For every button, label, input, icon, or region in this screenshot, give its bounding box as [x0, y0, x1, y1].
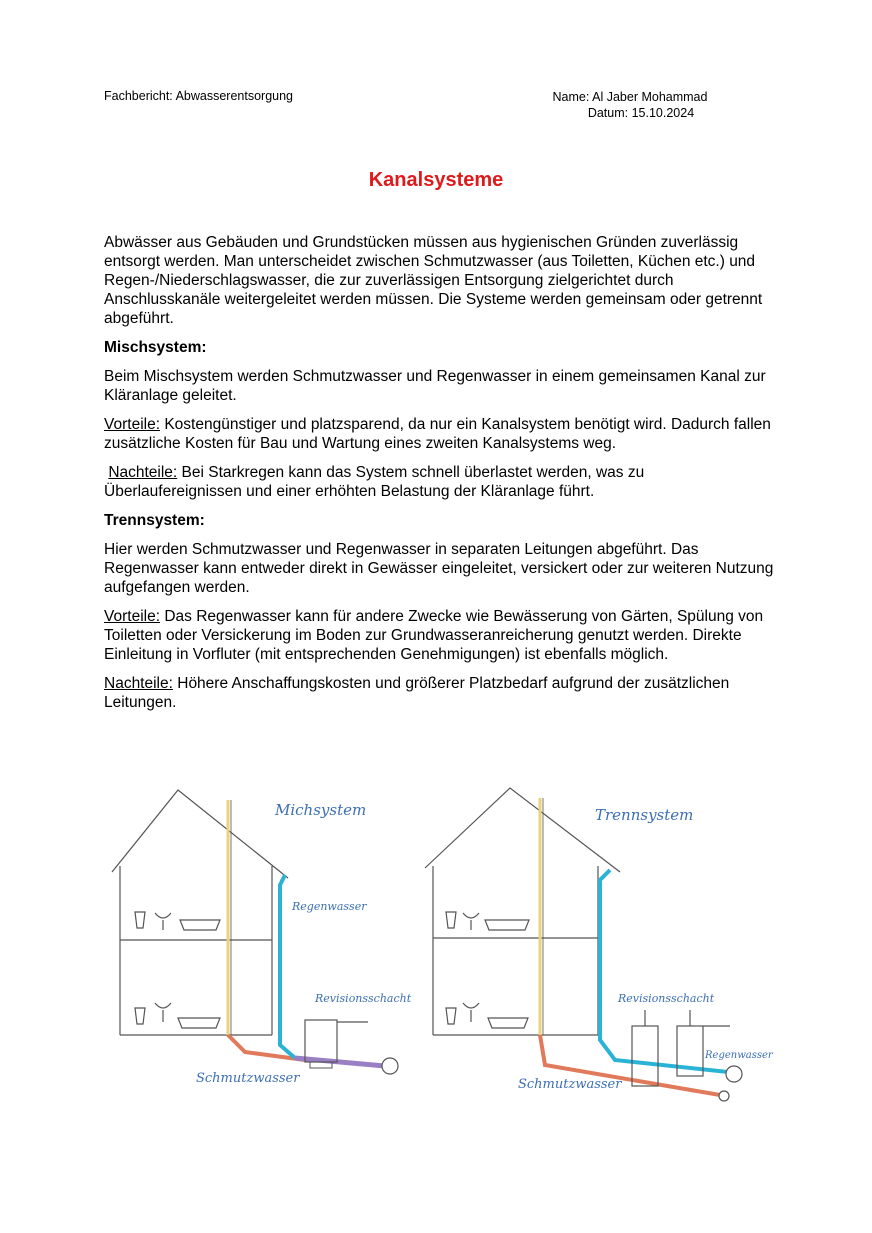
trennsystem-heading: Trennsystem:	[104, 512, 205, 529]
roof	[425, 788, 620, 872]
cons-text: Höhere Anschaffungskosten und größerer Platzbedarf aufgrund der zusätzlichen Leitungen.	[104, 675, 730, 711]
trennsystem-cons	[104, 674, 784, 712]
rain-label: Regenwasser	[705, 1050, 773, 1061]
cons-label: Nachteile:	[104, 675, 173, 692]
mischsystem-label: Michsystem	[275, 801, 367, 819]
trennsystem-pros	[104, 607, 784, 664]
author-name: Name: Al Jaber Mohammad	[552, 90, 708, 104]
roof	[112, 790, 288, 878]
page-title: Kanalsysteme	[368, 169, 504, 191]
intro-paragraph: Abwässer aus Gebäuden und Grundstücken müssen aus hygienischen Gründen zuverlässig entsorgt werden. Man unterscheidet zwischen Schmutzwasser (aus Toiletten, Küchen etc.) und Regen-/Niederschlagswasser, die zur zuverlässigen Entsorgung zielgerichtet durch Anschlusskanäle weitergeleitet werden müssen. Die Systeme werden gemeinsam oder getrennt abgeführt.	[104, 234, 763, 327]
rain-label: Regenwasser	[292, 900, 367, 913]
house-trennsystem	[425, 788, 742, 1101]
sewage-label: Schmutzwasser	[196, 1071, 300, 1086]
trennsystem-label: Trennsystem	[595, 806, 694, 824]
mischsystem-heading: Mischsystem:	[104, 339, 207, 356]
pros-text: Das Regenwasser kann für andere Zwecke wie Bewässerung von Gärten, Spülung von Toiletten oder Versickerung im Boden zur Grundwasseranreicherung genutzt werden. Direkte Einleitung in Vorfluter (mit entsprechenden Genehmigungen) ist ebenfalls möglich.	[104, 608, 764, 663]
cons-text: Bei Starkregen kann das System schnell überlastet werden, was zu Überlaufereignissen und einer erhöhten Belastung der Kläranlage führt.	[104, 464, 645, 500]
cons-label: Nachteile:	[108, 464, 178, 481]
mischsystem-cons	[104, 463, 784, 501]
author-block	[520, 89, 740, 121]
sewer-system-diagram	[100, 770, 780, 1130]
pros-label: Vorteile:	[104, 416, 161, 433]
sewage-label: Schmutzwasser	[518, 1077, 622, 1092]
mischsystem-text: Beim Mischsystem werden Schmutzwasser und Regenwasser in einem gemeinsamen Kanal zur Kläranlage geleitet.	[104, 368, 766, 404]
house-mischsystem	[112, 790, 398, 1074]
pros-text: Kostengünstiger und platzsparend, da nur ein Kanalsystem benötigt wird. Dadurch fallen zusätzliche Kosten für Bau und Wartung eines zweiten Kanalsystems weg.	[104, 416, 771, 452]
report-title: Fachbericht: Abwasserentsorgung	[104, 89, 293, 103]
mischsystem-pros	[104, 415, 784, 453]
shaft-label: Revisionsschacht	[315, 992, 412, 1005]
trennsystem-text: Hier werden Schmutzwasser und Regenwasser in separaten Leitungen abgeführt. Das Regenwasser kann entweder direkt in Gewässer eingeleitet, versickert oder zur weiteren Nutzung aufgefangen werden.	[104, 541, 774, 596]
document-body	[104, 233, 784, 722]
report-date: Datum: 15.10.2024	[587, 106, 695, 120]
shaft-label: Revisionsschacht	[618, 992, 715, 1005]
pros-label: Vorteile:	[104, 608, 161, 625]
